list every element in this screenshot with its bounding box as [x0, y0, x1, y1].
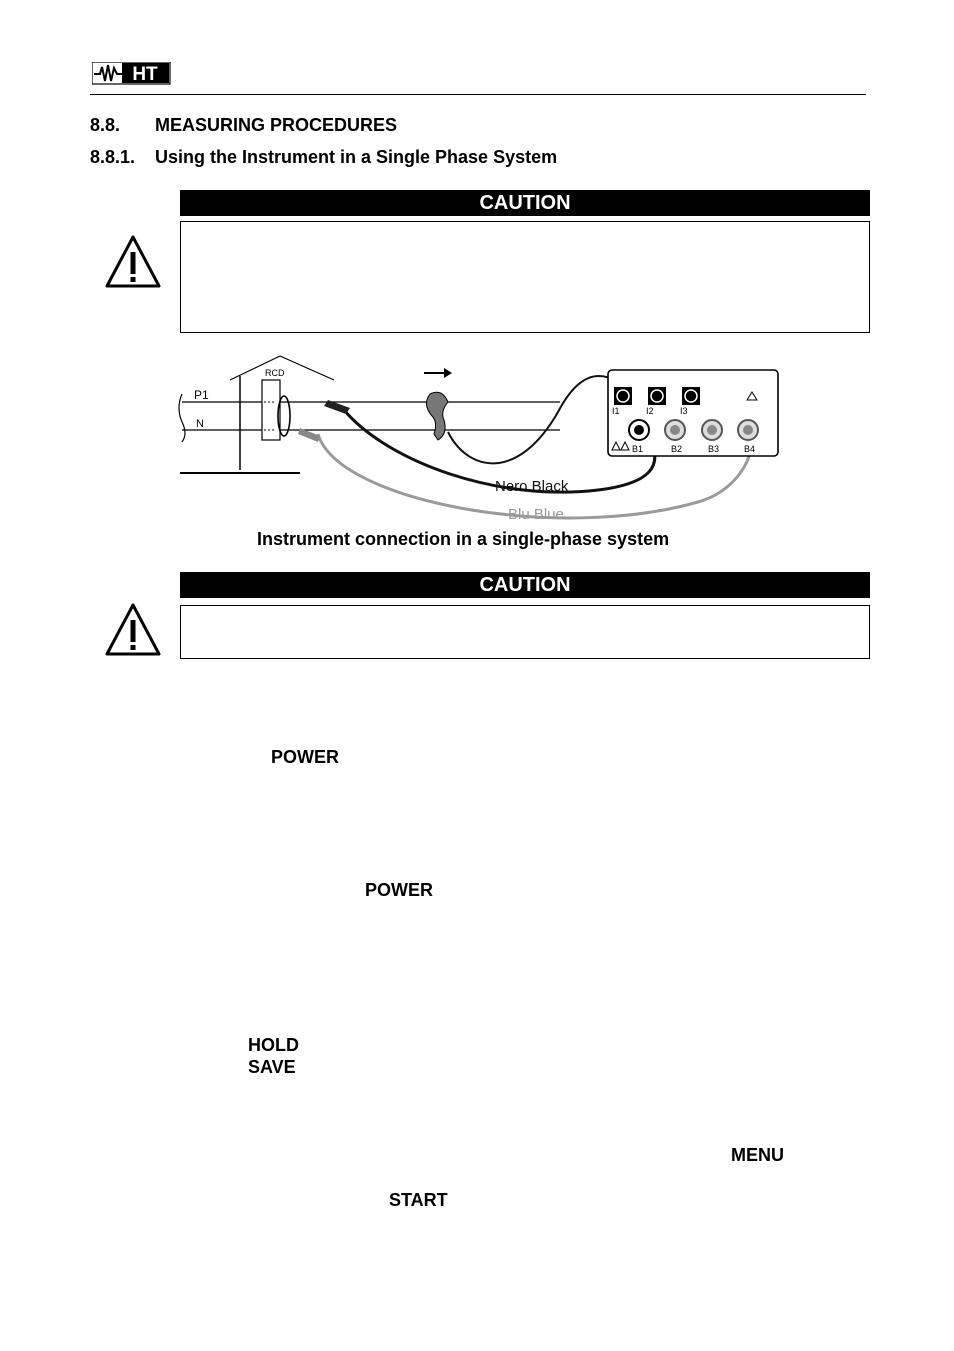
- power-key-label: POWER: [365, 880, 434, 900]
- hold-key-label: HOLD: [248, 1035, 299, 1055]
- b4-label: B4: [744, 444, 756, 454]
- i3-label: I3: [680, 406, 688, 416]
- caution-box: [180, 605, 870, 659]
- menu-key-label: MENU: [731, 1145, 784, 1165]
- ht-logo: [92, 62, 172, 86]
- connection-diagram: [178, 352, 784, 528]
- start-key-label: START: [389, 1190, 448, 1210]
- warning-triangle-icon: [104, 234, 162, 290]
- black-cable-label: Nero Black: [495, 478, 569, 495]
- b2-label: B2: [671, 444, 683, 454]
- section-title: MEASURING PROCEDURES: [155, 115, 398, 135]
- caution-box: [180, 221, 870, 333]
- power-key-label: POWER: [271, 747, 340, 767]
- subsection-number: 8.8.1.: [90, 147, 136, 167]
- header-divider: [90, 94, 866, 95]
- save-key-label: SAVE: [248, 1057, 296, 1077]
- warning-triangle-icon: [104, 602, 162, 658]
- i2-label: I2: [646, 406, 654, 416]
- b3-label: B3: [708, 444, 720, 454]
- section-number: 8.8.: [90, 115, 121, 135]
- rcd-label: RCD: [265, 368, 285, 378]
- subsection-title: Using the Instrument in a Single Phase System: [155, 147, 558, 167]
- caution-banner: CAUTION: [180, 190, 870, 216]
- p1-label: P1: [194, 388, 209, 402]
- diagram-caption: Instrument connection in a single-phase system: [257, 529, 670, 549]
- i1-label: I1: [612, 406, 620, 416]
- n-label: N: [196, 418, 204, 430]
- logo-text: HT: [132, 64, 158, 85]
- blue-cable-label: Blu Blue: [508, 506, 564, 523]
- b1-label: B1: [632, 444, 644, 454]
- caution-banner: CAUTION: [180, 572, 870, 598]
